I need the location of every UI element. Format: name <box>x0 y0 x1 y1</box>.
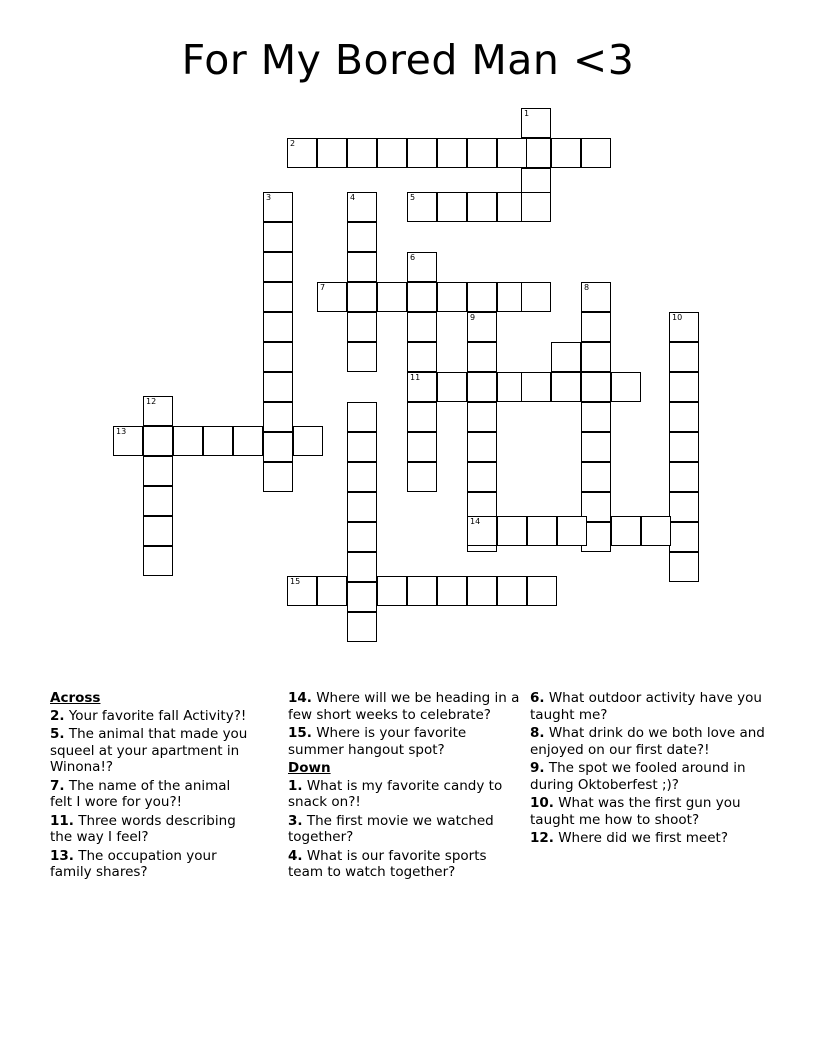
grid-cell[interactable] <box>347 282 377 312</box>
clue-number: 5. <box>50 726 65 742</box>
clue-text: Where will we be heading in a few short weeks to celebrate? <box>288 690 520 723</box>
clue-number: 8. <box>530 725 545 741</box>
grid-cell[interactable] <box>527 516 557 546</box>
grid-cell[interactable] <box>173 426 203 456</box>
grid-cell[interactable] <box>347 342 377 372</box>
clue-text: The first movie we watched together? <box>288 812 494 845</box>
across-clue-list <box>50 708 250 881</box>
grid-cell[interactable] <box>581 462 611 492</box>
clue-number: 6. <box>530 690 545 706</box>
cell-number: 13 <box>116 427 127 436</box>
grid-cell[interactable] <box>467 138 497 168</box>
grid-cell[interactable] <box>669 372 699 402</box>
grid-cell[interactable] <box>263 402 293 432</box>
clue-number: 7. <box>50 777 65 794</box>
clues-area <box>0 690 816 980</box>
cell-number: 7 <box>320 283 326 292</box>
grid-cell[interactable] <box>407 576 437 606</box>
grid-cell[interactable] <box>407 138 437 168</box>
clue-text: The occupation your family shares? <box>50 847 217 880</box>
clue-text: The animal that made you squeel at your apartment in Winona!? <box>50 726 248 775</box>
grid-cell[interactable] <box>669 462 699 492</box>
clue-item <box>50 778 250 811</box>
clue-text: Your favorite fall Activity?! <box>64 707 247 724</box>
grid-cell[interactable] <box>467 462 497 492</box>
grid-cell[interactable] <box>263 462 293 492</box>
grid-cell[interactable] <box>437 138 467 168</box>
clue-number: 3. <box>288 812 303 829</box>
grid-cell[interactable] <box>611 372 641 402</box>
grid-cell[interactable] <box>113 426 143 456</box>
clue-text: Where did we first meet? <box>553 830 728 846</box>
grid-cell[interactable] <box>347 252 377 282</box>
clue-number: 13. <box>50 847 74 864</box>
grid-cell[interactable] <box>347 402 377 432</box>
clue-item <box>288 690 524 723</box>
grid-cell[interactable] <box>521 282 551 312</box>
grid-cell[interactable] <box>347 192 377 222</box>
grid-cell[interactable] <box>611 516 641 546</box>
grid-cell[interactable] <box>467 342 497 372</box>
grid-cell[interactable] <box>437 372 467 402</box>
grid-cell[interactable] <box>287 138 317 168</box>
clue-item <box>530 830 770 847</box>
grid-cell[interactable] <box>377 282 407 312</box>
grid-cell[interactable] <box>407 462 437 492</box>
grid-cell[interactable] <box>143 456 173 486</box>
clue-number: 2. <box>50 707 65 724</box>
clue-text: The name of the animal felt I wore for you?! <box>50 777 231 810</box>
grid-cell[interactable] <box>347 492 377 522</box>
clue-number: 12. <box>530 830 554 846</box>
clue-text: Three words describing the way I feel? <box>50 812 236 845</box>
grid-cell[interactable] <box>263 252 293 282</box>
clue-item <box>530 760 770 793</box>
grid-cell[interactable] <box>467 516 497 546</box>
grid-cell[interactable] <box>467 312 497 342</box>
grid-cell[interactable] <box>143 546 173 576</box>
grid-cell[interactable] <box>521 192 551 222</box>
clue-item <box>288 848 524 881</box>
grid-cell[interactable] <box>497 138 527 168</box>
cell-number: 4 <box>350 193 356 202</box>
clues-column-2 <box>288 690 524 883</box>
clue-number: 10. <box>530 795 554 811</box>
grid-cell[interactable] <box>641 516 671 546</box>
grid-cell[interactable] <box>497 516 527 546</box>
clue-text: What drink do we both love and enjoyed on our first date?! <box>530 725 765 758</box>
grid-cell[interactable] <box>669 492 699 522</box>
clue-number: 11. <box>50 812 74 829</box>
cell-number: 8 <box>584 283 590 292</box>
grid-cell[interactable] <box>263 222 293 252</box>
cell-number: 9 <box>470 313 476 322</box>
clue-number: 1. <box>288 777 303 794</box>
grid-cell[interactable] <box>407 402 437 432</box>
clues-column-3 <box>530 690 770 849</box>
grid-cell[interactable] <box>263 342 293 372</box>
cell-number: 10 <box>672 313 683 322</box>
clue-item <box>530 725 770 758</box>
grid-cell[interactable] <box>581 432 611 462</box>
grid-cell[interactable] <box>437 282 467 312</box>
grid-cell[interactable] <box>551 138 581 168</box>
grid-cell[interactable] <box>347 582 377 612</box>
grid-cell[interactable] <box>263 192 293 222</box>
cell-number: 11 <box>410 373 421 382</box>
crossword-grid <box>0 98 816 638</box>
grid-cell[interactable] <box>551 372 581 402</box>
grid-cell[interactable] <box>467 372 497 402</box>
clue-number: 4. <box>288 847 303 864</box>
grid-cell[interactable] <box>263 372 293 402</box>
grid-cell[interactable] <box>347 522 377 552</box>
grid-cell[interactable] <box>377 138 407 168</box>
grid-cell[interactable] <box>233 426 263 456</box>
grid-cell[interactable] <box>467 576 497 606</box>
grid-cell[interactable] <box>437 192 467 222</box>
clue-number: 14. <box>288 690 312 706</box>
cell-number: 15 <box>290 577 301 586</box>
grid-cell[interactable] <box>203 426 233 456</box>
grid-cell[interactable] <box>581 312 611 342</box>
grid-cell[interactable] <box>581 138 611 168</box>
grid-cell[interactable] <box>347 552 377 582</box>
clues-column-1 <box>50 690 250 883</box>
cell-number: 14 <box>470 517 481 526</box>
grid-cell[interactable] <box>347 138 377 168</box>
grid-cell[interactable] <box>581 342 611 372</box>
clue-number: 15. <box>288 725 312 741</box>
cell-number: 6 <box>410 253 416 262</box>
grid-cell[interactable] <box>347 462 377 492</box>
grid-cell[interactable] <box>551 342 581 372</box>
clue-item <box>50 708 250 725</box>
grid-cell[interactable] <box>287 576 317 606</box>
grid-cell[interactable] <box>467 432 497 462</box>
grid-cell[interactable] <box>581 402 611 432</box>
grid-cell[interactable] <box>317 138 347 168</box>
clue-item <box>530 795 770 828</box>
clue-text: Where is your favorite summer hangout spot? <box>288 725 467 758</box>
grid-cell[interactable] <box>407 312 437 342</box>
grid-cell[interactable] <box>467 192 497 222</box>
cell-number: 5 <box>410 193 416 202</box>
grid-cell[interactable] <box>407 432 437 462</box>
grid-cell[interactable] <box>521 108 551 138</box>
grid-cell[interactable] <box>407 372 437 402</box>
down-clue-list-cont <box>530 690 770 847</box>
grid-cell[interactable] <box>407 252 437 282</box>
clue-item <box>50 726 250 776</box>
grid-cell[interactable] <box>669 522 699 552</box>
across-heading: Across <box>50 690 101 706</box>
grid-cell[interactable] <box>467 402 497 432</box>
cell-number: 12 <box>146 397 157 406</box>
grid-cell[interactable] <box>669 402 699 432</box>
clue-text: What outdoor activity have you taught me? <box>530 690 762 723</box>
grid-cell[interactable] <box>527 576 557 606</box>
clue-text: What is my favorite candy to snack on?! <box>288 777 503 810</box>
grid-cell[interactable] <box>467 282 497 312</box>
down-clue-list <box>288 778 524 881</box>
grid-cell[interactable] <box>437 576 467 606</box>
grid-cell[interactable] <box>263 432 293 462</box>
clue-text: The spot we fooled around in during Oktoberfest ;)? <box>530 760 746 793</box>
grid-cell[interactable] <box>669 432 699 462</box>
clue-text: What was the first gun you taught me how to shoot? <box>530 795 741 828</box>
page-title: For My Bored Man <3 <box>181 36 635 84</box>
grid-cell[interactable] <box>263 282 293 312</box>
clue-item <box>288 778 524 811</box>
grid-cell[interactable] <box>143 426 173 456</box>
cell-number: 3 <box>266 193 272 202</box>
grid-cell[interactable] <box>347 612 377 642</box>
across-clue-list-cont <box>288 690 524 758</box>
grid-cell[interactable] <box>293 426 323 456</box>
clue-item <box>288 813 524 846</box>
grid-cell[interactable] <box>143 516 173 546</box>
cell-number: 2 <box>290 139 296 148</box>
grid-cell[interactable] <box>669 312 699 342</box>
clue-text: What is our favorite sports team to watch together? <box>288 847 487 880</box>
clue-number: 9. <box>530 760 545 776</box>
grid-cell[interactable] <box>669 342 699 372</box>
grid-cell[interactable] <box>317 576 347 606</box>
grid-cell[interactable] <box>347 312 377 342</box>
grid-cell[interactable] <box>347 432 377 462</box>
clue-item <box>288 725 524 758</box>
clue-item <box>50 848 250 881</box>
grid-cell[interactable] <box>557 516 587 546</box>
grid-cell[interactable] <box>407 192 437 222</box>
grid-cell[interactable] <box>407 342 437 372</box>
grid-cell[interactable] <box>317 282 347 312</box>
grid-cell[interactable] <box>497 576 527 606</box>
grid-cell[interactable] <box>407 282 437 312</box>
grid-cell[interactable] <box>669 552 699 582</box>
grid-cell[interactable] <box>347 222 377 252</box>
grid-cell[interactable] <box>581 282 611 312</box>
grid-cell[interactable] <box>521 372 551 402</box>
clue-item <box>50 813 250 846</box>
grid-cell[interactable] <box>143 486 173 516</box>
down-heading: Down <box>288 760 331 776</box>
grid-cell[interactable] <box>581 372 611 402</box>
grid-cell[interactable] <box>377 576 407 606</box>
grid-cell[interactable] <box>263 312 293 342</box>
grid-cell[interactable] <box>143 396 173 426</box>
cell-number: 1 <box>524 109 530 118</box>
clue-item <box>530 690 770 723</box>
